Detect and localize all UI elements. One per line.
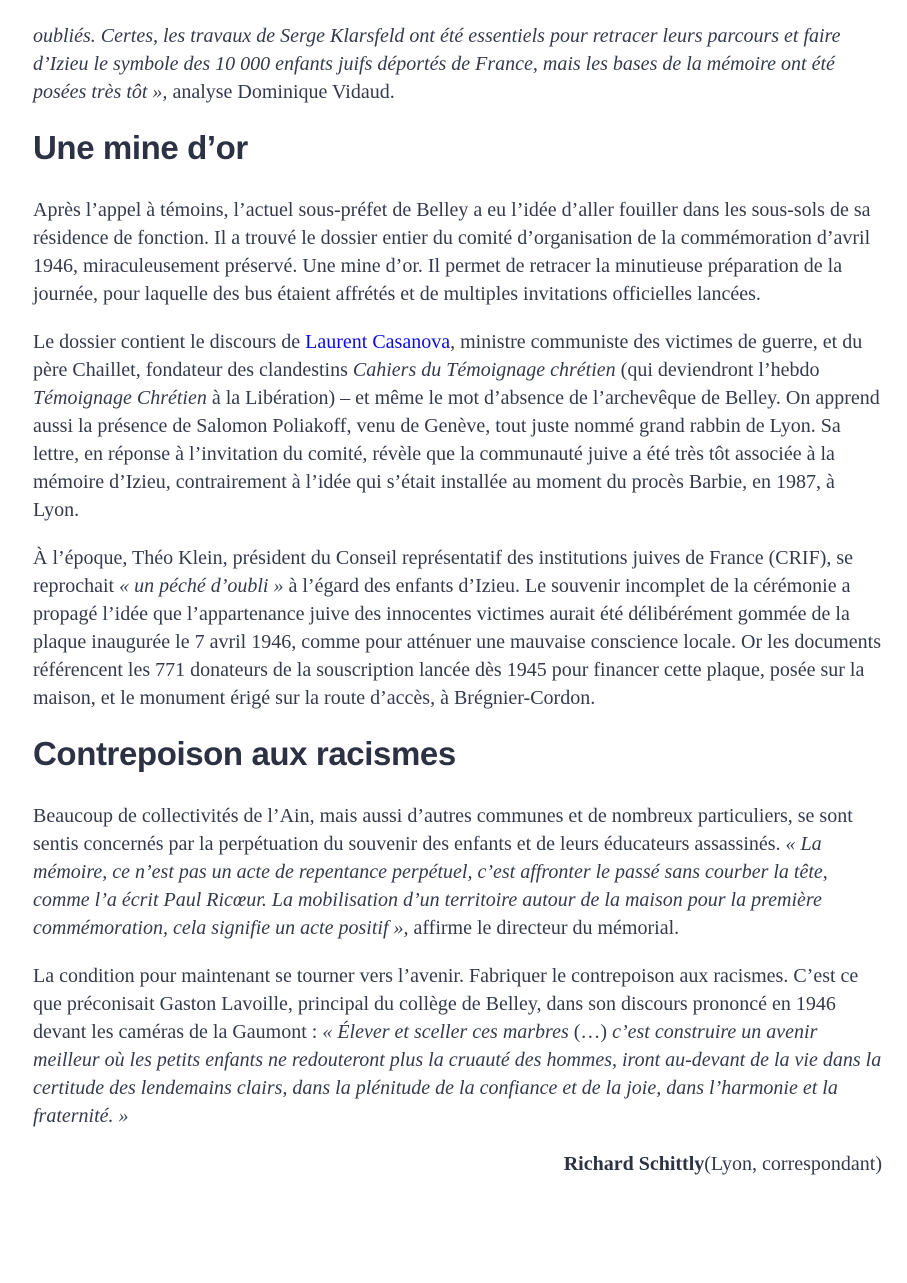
dossier-text-mid: (qui deviendront l’hebdo (615, 359, 820, 381)
dossier-text-before-link: Le dossier contient le discours de (33, 331, 306, 353)
paragraph-appel-a-temoins: Après l’appel à témoins, l’actuel sous-préfet de Belley a eu l’idée d’aller fouiller dans les sous-sols de sa résidence de fonction. Il a trouvé le dossier entier du comité d’organisation de la commémoration d’avril 1946, miraculeusement préservé. Une mine d’or. Il permet de retracer la minutieuse préparation de la journée, pour laquelle des bus étaient affrétés et de multiples invitations officielles lancées. (33, 199, 871, 305)
intro-attribution: analyse Dominique Vidaud. (172, 81, 395, 103)
author-name: Richard Schittly (563, 1153, 705, 1175)
memoire-quote-italic: « La mémoire, ce n’est pas un acte de repentance perpétuel, c’est affronter le passé sans courber la tête, comme l’a écrit Paul Ricœur. La mobilisation d’un territoire autour de la maison pour la première commémoration, cela signifie un acte positif », (33, 833, 828, 939)
lavoille-quote-ellipsis: (…) (568, 1021, 613, 1043)
paragraph-intro (33, 22, 882, 106)
lavoille-quote-end-italic: c’est construire un avenir meilleur où les petits enfants ne redouteront plus la cruauté des hommes, iront au-devant de la vie dans la certitude des lendemains clairs, dans la plénitude de la confiance et de la joie, dans l’harmonie et la fraternité. » (33, 1021, 882, 1127)
collectivites-text-before: Beaucoup de collectivités de l’Ain, mais aussi d’autres communes et de nombreux particuliers, se sont sentis concernés par la perpétuation du souvenir des enfants et de leurs éducateurs assassinés. (33, 805, 853, 855)
temoignage-chretien-title-italic: Témoignage Chrétien (33, 387, 207, 409)
author-role: (Lyon, correspondant) (704, 1153, 882, 1175)
lavoille-quote-start-italic: « Élever et sceller ces marbres (322, 1021, 569, 1043)
cahiers-temoignage-title-italic: Cahiers du Témoignage chrétien (352, 359, 616, 381)
intro-quote-italic: oubliés. Certes, les travaux de Serge Klarsfeld ont été essentiels pour retracer leurs parcours et faire d’Izieu le symbole des 10 000 enfants juifs déportés de France, mais les bases de la mémoire ont été posées très tôt », (33, 25, 841, 103)
dossier-text-after-link: , ministre communiste des victimes de guerre, et du père Chaillet, fondateur des clandestins (33, 331, 863, 381)
condition-text-before: La condition pour maintenant se tourner vers l’avenir. Fabriquer le contrepoison aux racismes. C’est ce que préconisait Gaston Lavoille, principal du collège de Belley, dans son discours prononcé en 1946 devant les caméras de la Gaumont : (33, 965, 859, 1043)
paragraph-collectivites (33, 802, 882, 942)
paragraph-condition-avenir (33, 962, 882, 1130)
laurent-casanova-link[interactable]: Laurent Casanova (305, 331, 451, 353)
section-heading-contrepoison: Contrepoison aux racismes (33, 735, 456, 772)
paragraph-theo-klein (33, 544, 882, 712)
klein-text-before: À l’époque, Théo Klein, président du Conseil représentatif des institutions juives de France (CRIF), se reprochait (33, 547, 854, 597)
peche-doubli-quote-italic: « un péché d’oubli » (119, 575, 284, 597)
collectivites-text-rest: affirme le directeur du mémorial. (413, 917, 680, 939)
paragraph-dossier (33, 328, 882, 524)
section-heading-une-mine-dor: Une mine d’or (33, 129, 248, 166)
byline (33, 1150, 882, 1178)
klein-text-rest: à l’égard des enfants d’Izieu. Le souvenir incomplet de la cérémonie a propagé l’idée que l’appartenance juive des innocentes victimes aurait été délibérément gommée de la plaque inaugurée le 7 avril 1946, comme pour atténuer une mauvaise conscience locale. Or les documents référencent les 771 donateurs de la souscription lancée dès 1945 pour financer cette plaque, posée sur la maison, et le monument érigé sur la route d’accès, à Brégnier-Cordon. (33, 575, 882, 709)
dossier-text-rest: à la Libération) – et même le mot d’absence de l’archevêque de Belley. On apprend aussi la présence de Salomon Poliakoff, venu de Genève, tout juste nommé grand rabbin de Lyon. Sa lettre, en réponse à l’invitation du comité, révèle que la communauté juive a été très tôt associée à la mémoire d’Izieu, contrairement à l’idée qui s’était installée au moment du procès Barbie, en 1987, à Lyon. (33, 387, 880, 521)
